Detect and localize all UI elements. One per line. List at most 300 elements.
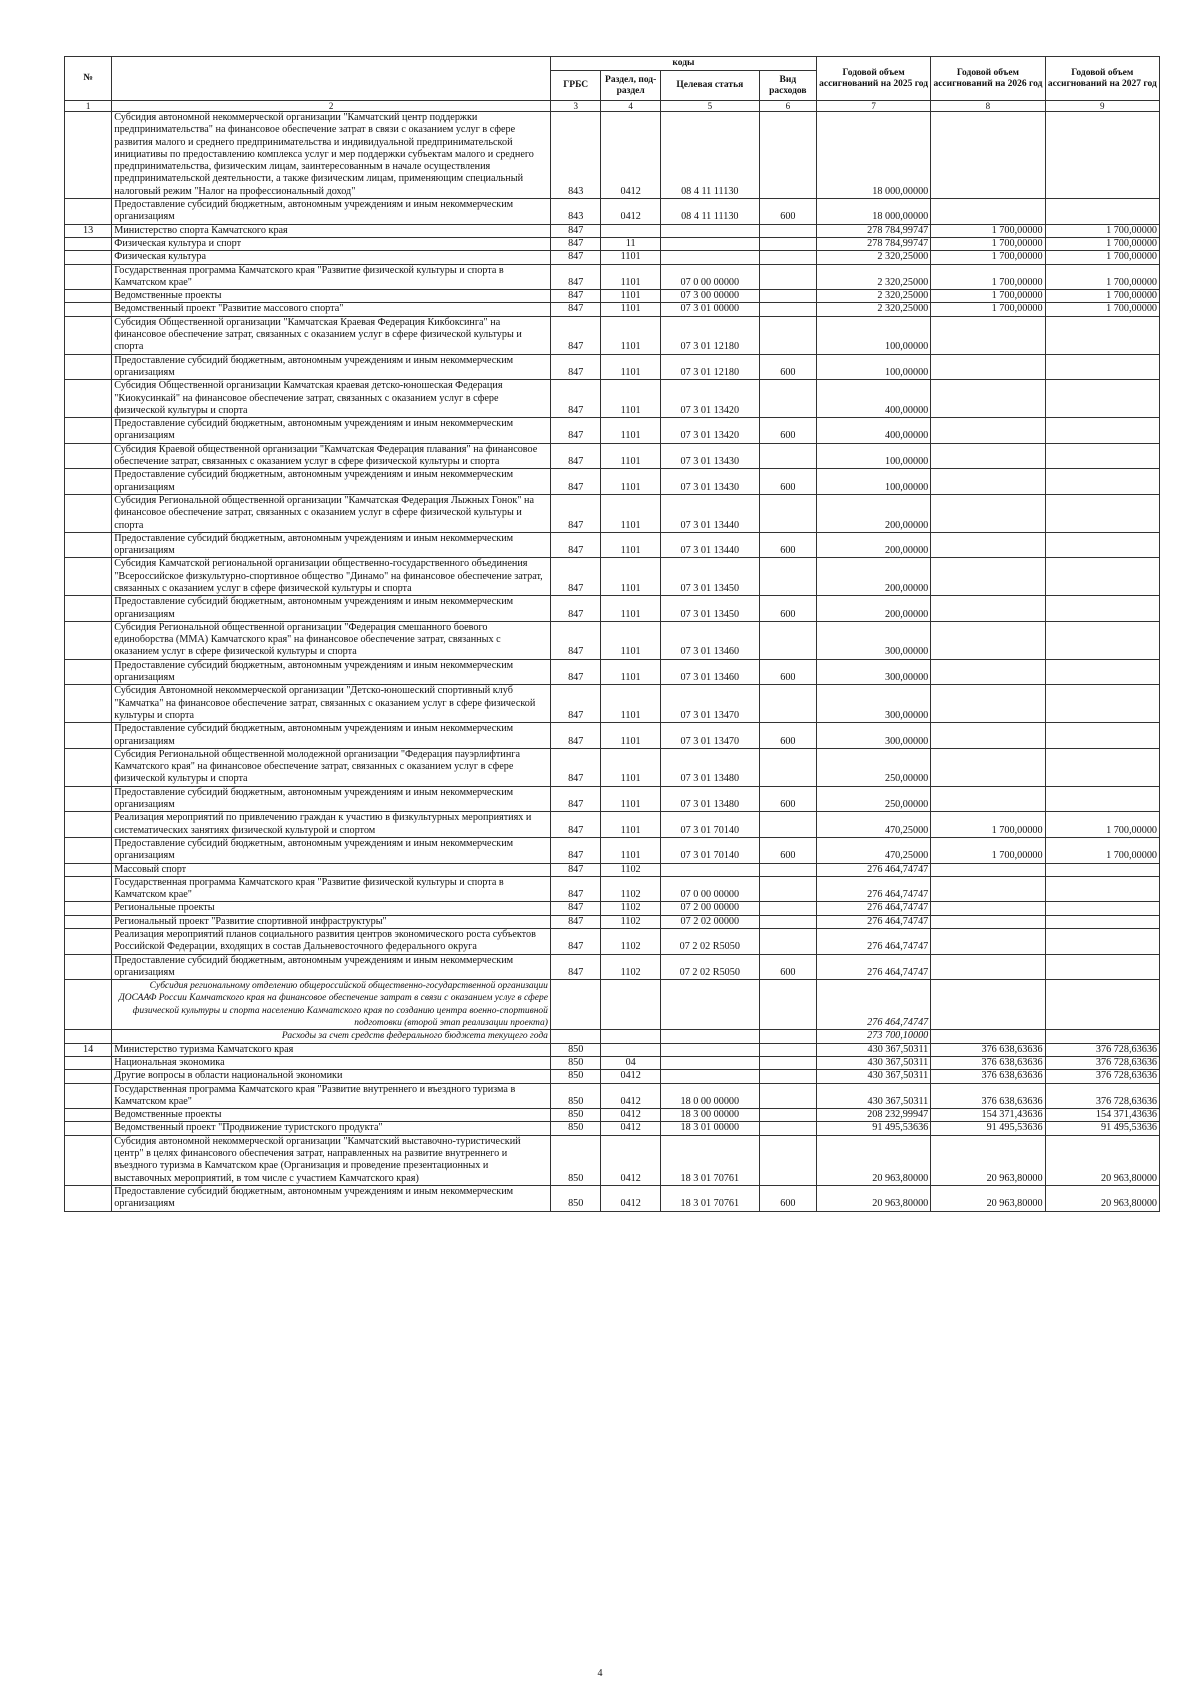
row-number: [65, 1135, 112, 1185]
row-razdel: 0412: [601, 112, 660, 199]
row-amount-2027: [1045, 929, 1159, 955]
table-row: [65, 812, 1160, 838]
row-amount-2026: [931, 954, 1045, 980]
row-number: [65, 251, 112, 264]
row-number: [65, 1122, 112, 1135]
row-amount-2026: [931, 915, 1045, 928]
row-tselevaya: 07 3 01 13440: [660, 532, 759, 558]
row-grbs: 850: [550, 1056, 601, 1069]
row-amount-2025: 276 464,74747: [816, 915, 930, 928]
row-amount-2026: 376 638,63636: [931, 1056, 1045, 1069]
row-name: Ведомственные проекты: [112, 1109, 551, 1122]
row-number: [65, 659, 112, 685]
row-vid: [759, 929, 816, 955]
row-amount-2027: [1045, 199, 1159, 225]
row-name: Предоставление субсидий бюджетным, автономным учреждениям и иным некоммерческим организациям: [112, 659, 551, 685]
row-amount-2025: 2 320,25000: [816, 251, 930, 264]
row-amount-2027: [1045, 876, 1159, 902]
table-row: [65, 443, 1160, 469]
row-amount-2027: [1045, 469, 1159, 495]
row-amount-2026: 1 700,00000: [931, 251, 1045, 264]
row-amount-2026: [931, 418, 1045, 444]
row-tselevaya: [660, 863, 759, 876]
row-tselevaya: 07 3 01 13470: [660, 685, 759, 723]
row-amount-2026: [931, 443, 1045, 469]
table-row: [65, 929, 1160, 955]
row-vid: [759, 1135, 816, 1185]
row-amount-2026: [931, 316, 1045, 354]
row-vid: [759, 1122, 816, 1135]
row-amount-2025: 430 367,50311: [816, 1070, 930, 1083]
row-tselevaya: 18 3 01 70761: [660, 1135, 759, 1185]
row-name: Субсидия Региональной общественной молодежной организации "Федерация пауэрлифтинга Камчатского края" на финансовое обеспечение затрат, связанных с оказанием услуг в сфере физической культуры и спорта: [112, 748, 551, 786]
row-grbs: [550, 1030, 601, 1043]
row-number: [65, 812, 112, 838]
table-row: [65, 915, 1160, 928]
row-tselevaya: 07 0 00 00000: [660, 876, 759, 902]
row-amount-2027: 1 700,00000: [1045, 303, 1159, 316]
row-amount-2027: 1 700,00000: [1045, 290, 1159, 303]
row-amount-2026: 1 700,00000: [931, 237, 1045, 250]
row-tselevaya: 07 0 00 00000: [660, 264, 759, 290]
page-number: 4: [597, 1668, 603, 1679]
row-vid: [759, 316, 816, 354]
row-number: [65, 1056, 112, 1069]
row-amount-2026: [931, 1030, 1045, 1043]
row-amount-2027: [1045, 316, 1159, 354]
row-vid: 600: [759, 354, 816, 380]
row-number: [65, 112, 112, 199]
row-tselevaya: 07 3 01 70140: [660, 812, 759, 838]
row-razdel: 1101: [601, 380, 660, 418]
row-razdel: 1101: [601, 469, 660, 495]
budget-table: [64, 56, 1160, 1212]
row-vid: [759, 915, 816, 928]
row-grbs: [550, 980, 601, 1030]
row-amount-2026: 1 700,00000: [931, 837, 1045, 863]
row-amount-2025: 430 367,50311: [816, 1056, 930, 1069]
row-tselevaya: [660, 237, 759, 250]
row-number: [65, 303, 112, 316]
row-amount-2026: [931, 659, 1045, 685]
row-name: Субсидия Краевой общественной организации "Камчатская Федерация плавания" на финансовое обеспечение затрат, связанных с оказанием услуг в сфере физической культуры и спорта: [112, 443, 551, 469]
row-name: Субсидия Региональной общественной организации "Федерация смешанного боевого единоборства (ММА) Камчатского края" на финансовое обеспечение затрат, связанных с оказанием услуг в сфере физической культуры и спорта: [112, 621, 551, 659]
row-grbs: 847: [550, 723, 601, 749]
table-row: [65, 659, 1160, 685]
row-amount-2027: 1 700,00000: [1045, 224, 1159, 237]
row-grbs: 847: [550, 303, 601, 316]
row-amount-2026: 1 700,00000: [931, 264, 1045, 290]
row-amount-2027: 1 700,00000: [1045, 264, 1159, 290]
row-grbs: 847: [550, 621, 601, 659]
row-amount-2025: 20 963,80000: [816, 1185, 930, 1211]
row-amount-2027: [1045, 786, 1159, 812]
row-grbs: 847: [550, 380, 601, 418]
row-grbs: 850: [550, 1135, 601, 1185]
row-tselevaya: 07 3 00 00000: [660, 290, 759, 303]
row-amount-2027: 376 728,63636: [1045, 1070, 1159, 1083]
row-amount-2026: [931, 980, 1045, 1030]
row-amount-2025: 200,00000: [816, 494, 930, 532]
row-name: Государственная программа Камчатского края "Развитие физической культуры и спорта в Камчатском крае": [112, 876, 551, 902]
row-number: [65, 1109, 112, 1122]
row-amount-2025: 208 232,99947: [816, 1109, 930, 1122]
row-tselevaya: [660, 1043, 759, 1056]
row-name: Региональные проекты: [112, 902, 551, 915]
row-amount-2026: [931, 876, 1045, 902]
row-number: [65, 876, 112, 902]
row-number: [65, 199, 112, 225]
row-amount-2025: 100,00000: [816, 354, 930, 380]
row-razdel: 1101: [601, 354, 660, 380]
table-row: [65, 532, 1160, 558]
row-name: Министерство спорта Камчатского края: [112, 224, 551, 237]
row-number: [65, 380, 112, 418]
row-name: Предоставление субсидий бюджетным, автономным учреждениям и иным некоммерческим организациям: [112, 723, 551, 749]
row-vid: [759, 748, 816, 786]
row-razdel: 1101: [601, 316, 660, 354]
row-vid: [759, 112, 816, 199]
row-grbs: 843: [550, 112, 601, 199]
row-grbs: 847: [550, 929, 601, 955]
row-grbs: 847: [550, 532, 601, 558]
budget-table-page: [64, 56, 1160, 1212]
row-razdel: [601, 224, 660, 237]
column-number: 7: [816, 101, 930, 112]
row-number: [65, 558, 112, 596]
row-number: [65, 748, 112, 786]
row-grbs: 850: [550, 1043, 601, 1056]
row-number: [65, 290, 112, 303]
row-grbs: 847: [550, 558, 601, 596]
row-grbs: 847: [550, 494, 601, 532]
row-grbs: 847: [550, 863, 601, 876]
row-name: Физическая культура и спорт: [112, 237, 551, 250]
row-number: 14: [65, 1043, 112, 1056]
row-vid: [759, 1030, 816, 1043]
row-name: Министерство туризма Камчатского края: [112, 1043, 551, 1056]
row-number: [65, 786, 112, 812]
row-amount-2025: 400,00000: [816, 418, 930, 444]
row-tselevaya: [660, 1056, 759, 1069]
row-amount-2027: [1045, 112, 1159, 199]
row-grbs: 847: [550, 290, 601, 303]
row-amount-2025: 278 784,99747: [816, 224, 930, 237]
row-name: Субсидия автономной некоммерческой организации "Камчатский выставочно-туристический центр" в целях финансового обеспечения затрат, направленных на развитие внутреннего и въездного туризма в Камчатском крае (Организация и проведение презентационных и выставочных мероприятий, в том числе с участием Камчатского края): [112, 1135, 551, 1185]
row-amount-2026: [931, 199, 1045, 225]
row-tselevaya: [660, 224, 759, 237]
row-razdel: 04: [601, 1056, 660, 1069]
row-tselevaya: [660, 251, 759, 264]
row-vid: [759, 863, 816, 876]
row-amount-2026: 20 963,80000: [931, 1135, 1045, 1185]
row-razdel: 1101: [601, 723, 660, 749]
column-number: 8: [931, 101, 1045, 112]
row-tselevaya: 07 3 01 13440: [660, 494, 759, 532]
row-tselevaya: 18 3 00 00000: [660, 1109, 759, 1122]
row-razdel: 1101: [601, 621, 660, 659]
row-amount-2027: 1 700,00000: [1045, 251, 1159, 264]
header-vid: Вид расходов: [759, 71, 816, 101]
row-grbs: 847: [550, 264, 601, 290]
row-grbs: 847: [550, 915, 601, 928]
row-vid: 600: [759, 786, 816, 812]
row-amount-2027: 20 963,80000: [1045, 1185, 1159, 1211]
row-name: Региональный проект "Развитие спортивной инфраструктуры": [112, 915, 551, 928]
table-row: [65, 303, 1160, 316]
row-name: Предоставление субсидий бюджетным, автономным учреждениям и иным некоммерческим организациям: [112, 532, 551, 558]
row-vid: 600: [759, 954, 816, 980]
row-razdel: 1101: [601, 837, 660, 863]
row-razdel: 1101: [601, 418, 660, 444]
row-amount-2026: [931, 532, 1045, 558]
row-vid: 600: [759, 199, 816, 225]
row-name: Ведомственный проект "Развитие массового спорта": [112, 303, 551, 316]
header-name: [112, 57, 551, 101]
row-grbs: 847: [550, 316, 601, 354]
row-razdel: [601, 1043, 660, 1056]
row-grbs: 843: [550, 199, 601, 225]
row-name: Реализация мероприятий планов социального развития центров экономического роста субъектов Российской Федерации, входящих в состав Дальневосточного федерального округа: [112, 929, 551, 955]
table-row: [65, 316, 1160, 354]
row-amount-2026: 376 638,63636: [931, 1043, 1045, 1056]
row-name: Предоставление субсидий бюджетным, автономным учреждениям и иным некоммерческим организациям: [112, 1185, 551, 1211]
row-grbs: 847: [550, 443, 601, 469]
row-tselevaya: 08 4 11 11130: [660, 199, 759, 225]
row-tselevaya: 18 3 01 70761: [660, 1185, 759, 1211]
row-grbs: 847: [550, 685, 601, 723]
row-number: [65, 532, 112, 558]
row-amount-2027: 376 728,63636: [1045, 1083, 1159, 1109]
row-amount-2027: [1045, 748, 1159, 786]
row-name: Расходы за счет средств федерального бюджета текущего года: [112, 1030, 551, 1043]
table-row: [65, 469, 1160, 495]
row-vid: [759, 264, 816, 290]
row-amount-2026: 1 700,00000: [931, 812, 1045, 838]
row-razdel: 1101: [601, 290, 660, 303]
row-amount-2026: [931, 354, 1045, 380]
row-name: Предоставление субсидий бюджетным, автономным учреждениям и иным некоммерческим организациям: [112, 954, 551, 980]
table-row: [65, 786, 1160, 812]
row-number: [65, 443, 112, 469]
row-vid: [759, 494, 816, 532]
column-number: 6: [759, 101, 816, 112]
row-amount-2025: 300,00000: [816, 621, 930, 659]
row-amount-2027: [1045, 1030, 1159, 1043]
table-row: [65, 837, 1160, 863]
row-vid: 600: [759, 469, 816, 495]
row-amount-2025: 250,00000: [816, 748, 930, 786]
row-vid: [759, 224, 816, 237]
row-name: Предоставление субсидий бюджетным, автономным учреждениям и иным некоммерческим организациям: [112, 354, 551, 380]
row-razdel: 0412: [601, 1185, 660, 1211]
row-razdel: [601, 980, 660, 1030]
row-amount-2027: [1045, 418, 1159, 444]
row-amount-2027: 20 963,80000: [1045, 1135, 1159, 1185]
row-vid: [759, 290, 816, 303]
table-row: [65, 237, 1160, 250]
row-razdel: 1101: [601, 812, 660, 838]
table-row: [65, 876, 1160, 902]
row-amount-2025: 300,00000: [816, 659, 930, 685]
row-vid: [759, 621, 816, 659]
row-tselevaya: 07 2 02 R5050: [660, 929, 759, 955]
table-row: [65, 954, 1160, 980]
row-amount-2027: [1045, 685, 1159, 723]
row-razdel: 0412: [601, 1070, 660, 1083]
row-razdel: 1101: [601, 748, 660, 786]
table-row: [65, 494, 1160, 532]
row-tselevaya: 07 3 01 13450: [660, 596, 759, 622]
row-amount-2025: 200,00000: [816, 532, 930, 558]
row-grbs: 847: [550, 418, 601, 444]
row-name: Ведомственные проекты: [112, 290, 551, 303]
row-amount-2027: 154 371,43636: [1045, 1109, 1159, 1122]
row-amount-2025: 2 320,25000: [816, 290, 930, 303]
row-amount-2027: 1 700,00000: [1045, 237, 1159, 250]
row-name: Предоставление субсидий бюджетным, автономным учреждениям и иным некоммерческим организациям: [112, 418, 551, 444]
row-vid: [759, 1056, 816, 1069]
row-tselevaya: 07 3 01 13420: [660, 380, 759, 418]
row-amount-2025: 278 784,99747: [816, 237, 930, 250]
row-amount-2026: [931, 112, 1045, 199]
row-tselevaya: 07 3 01 12180: [660, 316, 759, 354]
row-amount-2025: 100,00000: [816, 469, 930, 495]
row-vid: [759, 812, 816, 838]
row-amount-2026: [931, 621, 1045, 659]
row-razdel: 1101: [601, 596, 660, 622]
row-amount-2025: 100,00000: [816, 443, 930, 469]
row-amount-2025: 91 495,53636: [816, 1122, 930, 1135]
row-vid: 600: [759, 596, 816, 622]
header-razdel: Раздел, под-раздел: [601, 71, 660, 101]
row-amount-2025: 300,00000: [816, 723, 930, 749]
row-razdel: 1102: [601, 863, 660, 876]
row-grbs: 847: [550, 224, 601, 237]
row-number: [65, 1070, 112, 1083]
row-amount-2026: [931, 685, 1045, 723]
row-amount-2025: 20 963,80000: [816, 1135, 930, 1185]
row-amount-2025: 430 367,50311: [816, 1043, 930, 1056]
row-razdel: [601, 1030, 660, 1043]
row-razdel: 0412: [601, 1122, 660, 1135]
row-amount-2026: [931, 929, 1045, 955]
row-grbs: 850: [550, 1070, 601, 1083]
row-razdel: 1101: [601, 251, 660, 264]
row-vid: 600: [759, 723, 816, 749]
table-row: [65, 1122, 1160, 1135]
row-amount-2025: 300,00000: [816, 685, 930, 723]
row-number: [65, 1030, 112, 1043]
row-vid: [759, 443, 816, 469]
header-2026: Годовой объем ассигнований на 2026 год: [931, 57, 1045, 101]
row-tselevaya: 18 0 00 00000: [660, 1083, 759, 1109]
row-name: Предоставление субсидий бюджетным, автономным учреждениям и иным некоммерческим организациям: [112, 199, 551, 225]
row-amount-2027: 1 700,00000: [1045, 837, 1159, 863]
row-number: [65, 929, 112, 955]
row-grbs: 847: [550, 659, 601, 685]
row-name: Предоставление субсидий бюджетным, автономным учреждениям и иным некоммерческим организациям: [112, 786, 551, 812]
row-tselevaya: 07 3 01 00000: [660, 303, 759, 316]
row-razdel: 11: [601, 237, 660, 250]
row-name: Массовый спорт: [112, 863, 551, 876]
row-vid: [759, 303, 816, 316]
row-razdel: 0412: [601, 199, 660, 225]
table-row: [65, 1083, 1160, 1109]
row-number: [65, 469, 112, 495]
row-amount-2026: 1 700,00000: [931, 224, 1045, 237]
column-number: 2: [112, 101, 551, 112]
table-row: [65, 723, 1160, 749]
row-vid: 600: [759, 418, 816, 444]
row-amount-2027: [1045, 354, 1159, 380]
row-name: Предоставление субсидий бюджетным, автономным учреждениям и иным некоммерческим организациям: [112, 596, 551, 622]
row-grbs: 850: [550, 1122, 601, 1135]
row-name: Субсидия Региональной общественной организации "Камчатская Федерация Лыжных Гонок" на финансовое обеспечение затрат, связанных с оказанием услуг в сфере физической культуры и спорта: [112, 494, 551, 532]
row-razdel: 1101: [601, 264, 660, 290]
row-vid: [759, 685, 816, 723]
table-row: [65, 418, 1160, 444]
row-amount-2026: [931, 494, 1045, 532]
row-amount-2025: 250,00000: [816, 786, 930, 812]
row-amount-2027: [1045, 954, 1159, 980]
row-vid: [759, 380, 816, 418]
row-amount-2027: 376 728,63636: [1045, 1056, 1159, 1069]
row-tselevaya: 07 3 01 13480: [660, 748, 759, 786]
table-row: [65, 264, 1160, 290]
row-amount-2027: 376 728,63636: [1045, 1043, 1159, 1056]
row-amount-2027: [1045, 443, 1159, 469]
row-amount-2025: 276 464,74747: [816, 980, 930, 1030]
row-tselevaya: 07 3 01 70140: [660, 837, 759, 863]
row-amount-2026: [931, 558, 1045, 596]
row-amount-2026: 376 638,63636: [931, 1070, 1045, 1083]
row-grbs: 847: [550, 876, 601, 902]
table-row: [65, 1070, 1160, 1083]
table-row: [65, 748, 1160, 786]
row-tselevaya: 07 3 01 13430: [660, 443, 759, 469]
row-number: [65, 237, 112, 250]
row-grbs: 847: [550, 837, 601, 863]
row-vid: 600: [759, 1185, 816, 1211]
row-razdel: 1102: [601, 929, 660, 955]
row-name: Ведомственный проект "Продвижение туристского продукта": [112, 1122, 551, 1135]
row-amount-2025: 273 700,10000: [816, 1030, 930, 1043]
row-name: Субсидия Общественной организации Камчатская краевая детско-юношеская Федерация "Киокусинкай" на финансовое обеспечение затрат, связанных с оказанием услуг в сфере физической культуры и спорта: [112, 380, 551, 418]
row-grbs: 847: [550, 812, 601, 838]
row-amount-2027: [1045, 659, 1159, 685]
row-tselevaya: [660, 980, 759, 1030]
row-razdel: 1101: [601, 786, 660, 812]
row-amount-2025: 2 320,25000: [816, 264, 930, 290]
row-amount-2027: [1045, 380, 1159, 418]
table-row: [65, 1030, 1160, 1043]
row-razdel: 0412: [601, 1109, 660, 1122]
row-name: Государственная программа Камчатского края "Развитие физической культуры и спорта в Камчатском крае": [112, 264, 551, 290]
row-name: Государственная программа Камчатского края "Развитие внутреннего и въездного туризма в Камчатском крае": [112, 1083, 551, 1109]
row-number: [65, 863, 112, 876]
row-razdel: 1101: [601, 659, 660, 685]
row-amount-2025: 276 464,74747: [816, 902, 930, 915]
row-amount-2027: [1045, 596, 1159, 622]
row-amount-2026: 376 638,63636: [931, 1083, 1045, 1109]
table-row: [65, 902, 1160, 915]
row-amount-2026: [931, 786, 1045, 812]
row-amount-2027: 91 495,53636: [1045, 1122, 1159, 1135]
row-name: Национальная экономика: [112, 1056, 551, 1069]
table-row: [65, 1185, 1160, 1211]
row-number: [65, 1185, 112, 1211]
